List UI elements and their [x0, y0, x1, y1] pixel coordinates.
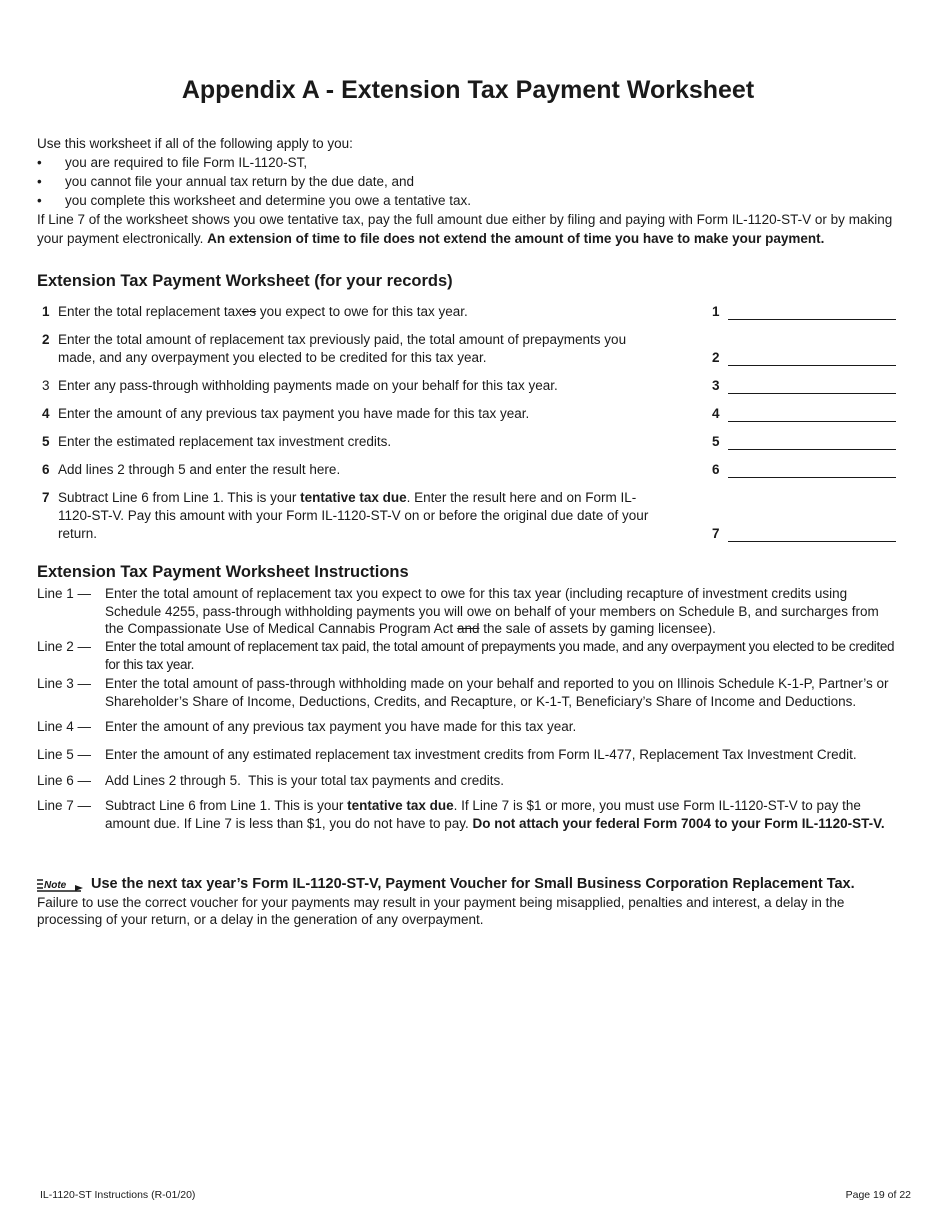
note-section	[37, 876, 899, 929]
note-heading: Use the next tax year’s Form IL-1120-ST-V, Payment Voucher for Small Business Corporation Replacement Tax.	[91, 876, 855, 892]
line-2-amount-field[interactable]	[728, 349, 896, 366]
instruction-label: Line 2 —	[37, 639, 92, 654]
line-field-label: 1	[712, 304, 720, 319]
instruction-text: Enter the total amount of replacement tax paid, the total amount of prepayments you made, and any overpayment you elected to be credited for this tax year.	[105, 639, 895, 672]
instruction-label: Line 5 —	[37, 747, 92, 762]
line-3-amount-field[interactable]	[728, 377, 896, 394]
instruction-text: Add Lines 2 through 5. This is your total tax payments and credits.	[105, 773, 504, 788]
bullet-icon: •	[37, 193, 42, 208]
instruction-text	[105, 585, 899, 638]
instruction-bold-text: tentative tax due	[347, 798, 454, 813]
document-page	[37, 0, 911, 1230]
bullet-text: you cannot file your annual tax return by the due date, and	[65, 174, 414, 189]
instruction-label: Line 1 —	[37, 586, 92, 601]
note-icon-label: Note	[44, 879, 67, 891]
line-7-amount-field[interactable]	[728, 525, 896, 542]
line-text: Enter the total replacement tax	[58, 304, 242, 319]
line-field-label: 5	[712, 434, 720, 449]
note-body: Failure to use the correct voucher for your payments may result in your payment being misapplied, penalties and interest, a delay in the processing of your return, or a delay in the generation of any overpayment.	[37, 894, 845, 927]
line-field-label: 3	[712, 378, 720, 393]
line-description: Enter the total amount of replacement tax previously paid, the total amount of prepayments you made, and any overpayment you elected to be credited for this tax year.	[58, 332, 627, 365]
instruction-text: Enter the amount of any previous tax payment you have made for this tax year.	[105, 719, 577, 734]
line-bold-text: tentative tax due	[300, 490, 407, 505]
line-description: Enter the amount of any previous tax payment you have made for this tax year.	[58, 406, 530, 421]
instruction-label: Line 4 —	[37, 719, 92, 734]
intro-paragraph-bold: An extension of time to file does not extend the amount of time you have to make your payment.	[207, 231, 825, 246]
intro-paragraph-text: If Line 7 of the worksheet shows you owe tentative tax, pay the full amount due either by filing and paying with Form IL-1120-ST-V or by making your payment electronically.	[37, 212, 893, 246]
list-item	[37, 191, 899, 210]
line-4-amount-field[interactable]	[728, 405, 896, 422]
instructions-heading: Extension Tax Payment Worksheet Instructions	[37, 563, 409, 581]
line-description: Add lines 2 through 5 and enter the result here.	[58, 462, 341, 477]
instruction-text-part: the sale of assets by gaming licensee).	[479, 621, 716, 636]
list-item	[37, 153, 899, 172]
line-number: 5	[42, 434, 50, 449]
line-5-amount-field[interactable]	[728, 433, 896, 450]
instruction-label: Line 7 —	[37, 798, 92, 813]
instruction-label: Line 3 —	[37, 676, 92, 691]
line-1-amount-field[interactable]	[728, 303, 896, 320]
bullet-text: you complete this worksheet and determine you owe a tentative tax.	[65, 193, 471, 208]
instruction-text-part: Subtract Line 6 from Line 1. This is your	[105, 798, 348, 813]
line-number: 2	[42, 332, 50, 347]
instruction-text-part: Enter the total amount of replacement tax you expect to owe for this tax year (including recapture of investment credits using Schedule 4255, pass-through withholding payments you will owe on behalf of your members on Schedule B, and surcharges from the Compassionate Use of Medical Cannabis Program Act	[105, 586, 879, 636]
line-text: . Enter the result here and on Form IL-1120-ST-V. Pay this amount with your Form IL-1120-ST-V on or before the original due date of your return.	[58, 490, 649, 541]
page-title: Appendix A - Extension Tax Payment Worksheet	[181, 76, 755, 104]
line-number: 6	[42, 462, 50, 477]
line-number: 7	[42, 490, 50, 505]
intro-bullet-list	[37, 153, 899, 210]
line-description: Enter the estimated replacement tax investment credits.	[58, 434, 392, 449]
list-item	[37, 172, 899, 191]
footer-page-number: Page 19 of 22	[845, 1189, 911, 1201]
instruction-text: Enter the total amount of pass-through withholding made on your behalf and reported to you on Illinois Schedule K-1-P, Partner’s or Shareholder’s Share of Income, Deductions, Credits, and Recapture, or K-1-T, Beneficiary’s Share of Income and Deductions.	[105, 676, 889, 709]
intro-paragraph	[37, 210, 899, 248]
struck-text: and	[456, 621, 480, 636]
instruction-text: Enter the amount of any estimated replacement tax investment credits from Form IL-477, Replacement Tax Investment Credit.	[105, 747, 857, 762]
worksheet-heading: Extension Tax Payment Worksheet (for your records)	[37, 272, 453, 290]
line-field-label: 6	[712, 462, 720, 477]
line-number: 3	[42, 378, 50, 393]
line-field-label: 2	[712, 350, 720, 365]
bullet-text: you are required to file Form IL-1120-ST,	[65, 155, 308, 170]
line-description: Enter any pass-through withholding payments made on your behalf for this tax year.	[58, 378, 558, 393]
intro-lead: Use this worksheet if all of the following apply to you:	[37, 136, 353, 151]
struck-text: es	[241, 304, 257, 319]
instruction-label: Line 6 —	[37, 773, 92, 788]
note-arrow-icon	[37, 877, 87, 893]
line-field-label: 7	[712, 526, 720, 541]
instruction-bold-text: Do not attach your federal Form 7004 to your Form IL-1120-ST-V.	[472, 815, 885, 831]
line-description	[58, 489, 653, 543]
line-6-amount-field[interactable]	[728, 461, 896, 478]
bullet-icon: •	[37, 174, 42, 189]
footer-form-id: IL-1120-ST Instructions (R-01/20)	[40, 1189, 196, 1201]
instruction-text	[105, 797, 899, 832]
line-number: 1	[42, 304, 50, 319]
line-text: you expect to owe for this tax year.	[256, 304, 468, 319]
line-description	[58, 303, 678, 321]
line-text: Subtract Line 6 from Line 1. This is your	[58, 490, 301, 505]
instruction-text-part: . If Line 7 is $1 or more, you must use Form IL-1120-ST-V to pay the amount due. If Line 7 is less than $1, you do not have to pay.	[105, 798, 861, 831]
line-number: 4	[42, 406, 50, 421]
intro-section	[37, 134, 899, 248]
bullet-icon: •	[37, 155, 42, 170]
note-heading-row	[37, 876, 899, 894]
line-field-label: 4	[712, 406, 720, 421]
